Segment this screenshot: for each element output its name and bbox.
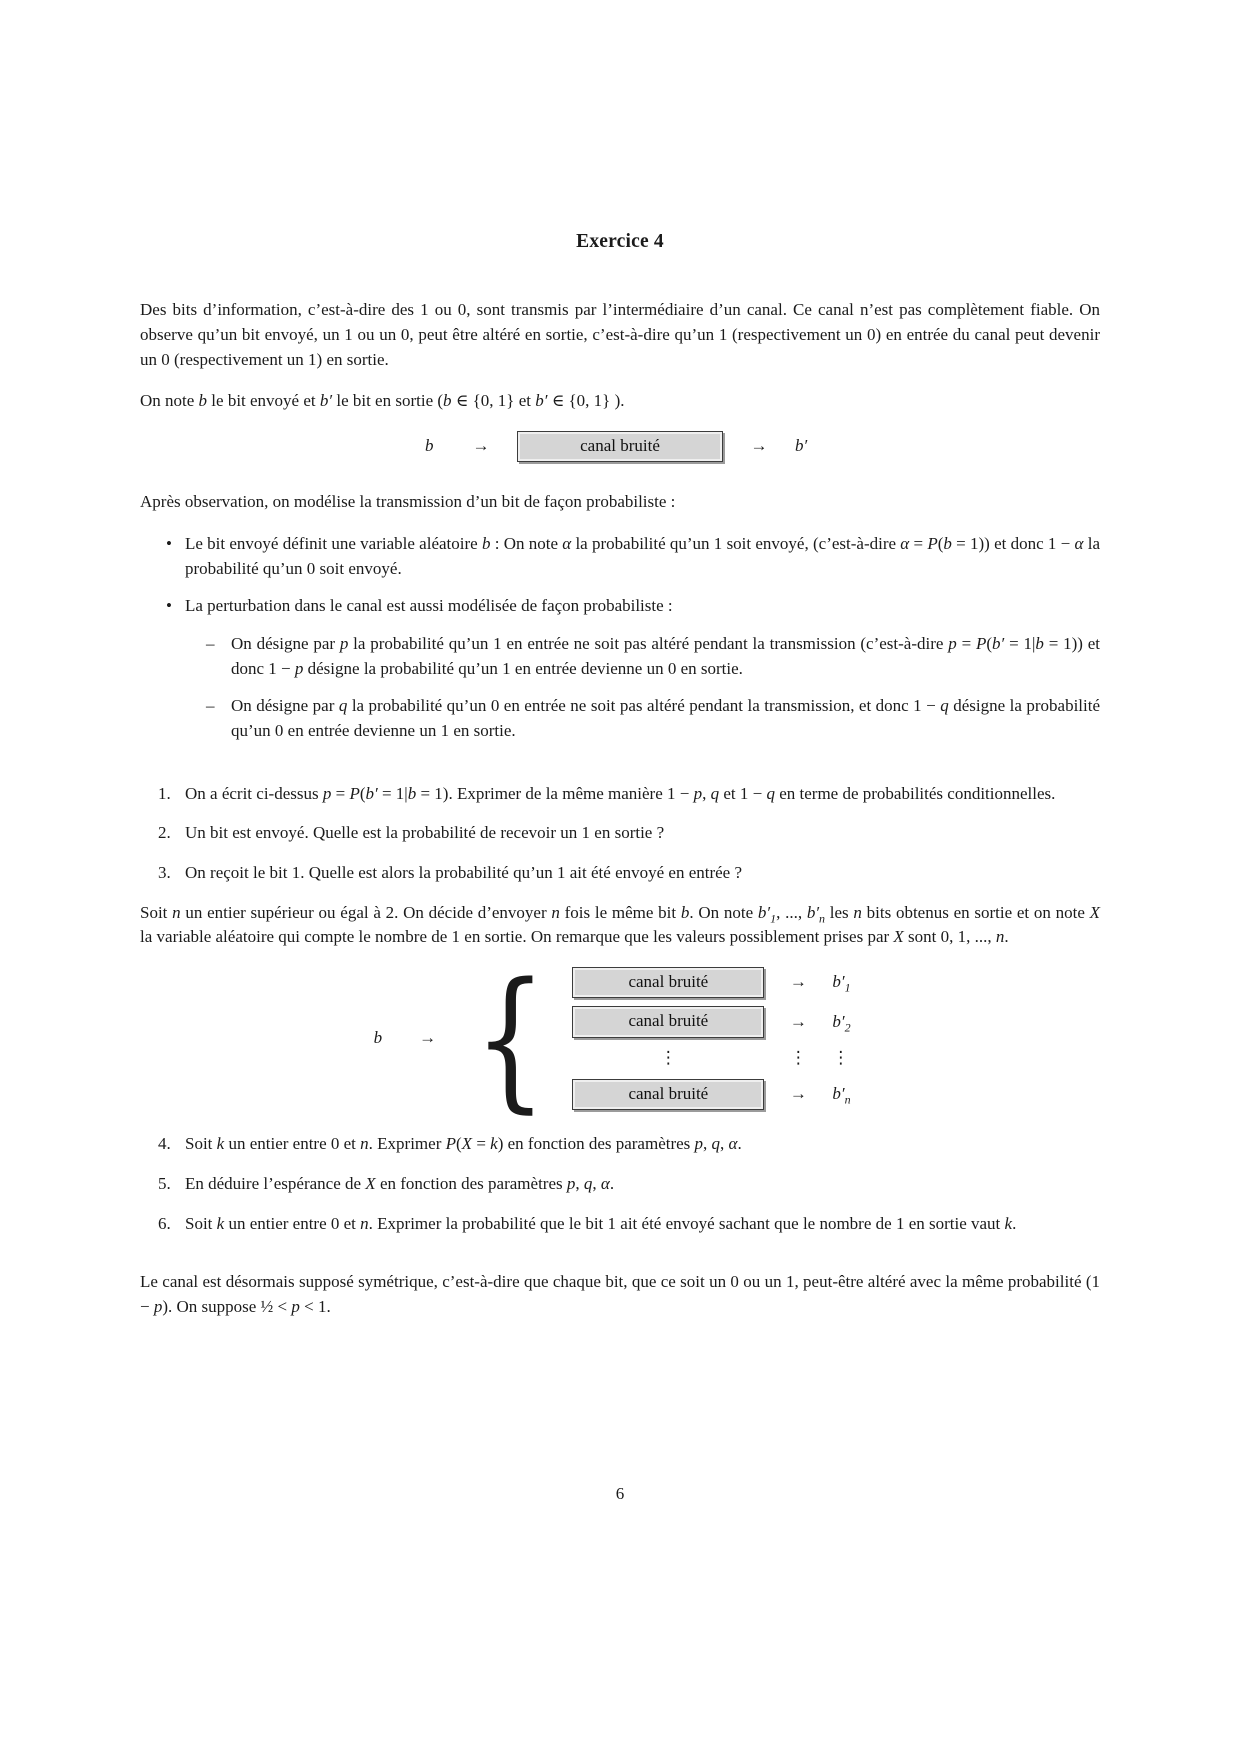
vdots-icon: ⋮ xyxy=(789,1048,807,1068)
dash-icon: – xyxy=(206,634,215,654)
dash-item-2-text: On désigne par q la probabilité qu’un 0 en entrée ne soit pas altéré pendant la transmission, et donc 1 − q désigne la probabilité qu’un 0 en entrée devienne un 1 en sortie. xyxy=(231,696,1101,740)
single-channel-diagram xyxy=(140,431,1100,463)
question-2 xyxy=(158,821,1100,846)
diagram1-output-bit: b′ xyxy=(795,436,808,456)
question-2-text: Un bit est envoyé. Quelle est la probabilité de recevoir un 1 en sortie ? xyxy=(185,823,665,843)
middle-paragraph: Soit n un entier supérieur ou égal à 2. On décide d’envoyer n fois le même bit b. On note $b'_1$, ..., $b'_n$ les n bits obtenus en sortie et on note X la variable aléatoire qui compte le nombre de 1 en sortie. On remarque que les valeurs possiblement prises par X sont 0, 1, ..., n. xyxy=(140,902,1101,947)
intro-paragraph-1: Des bits d’information, c’est-à-dire des 1 ou 0, sont transmis par l’intermédiaire d’un canal. Ce canal n’est pas complètement fiable. On observe qu’un bit envoyé, un 1 ou un 0, peut être altéré en sortie, c’est-à-dire qu’un 1 (respectivement un 0) en entrée du canal peut devenir un 0 (respectivement un 1) en sortie. xyxy=(140,300,1100,369)
channel-row-1 xyxy=(572,967,866,999)
model-dash-sublist xyxy=(166,632,1100,744)
diagram2-lead xyxy=(374,1026,440,1051)
bullet-icon: • xyxy=(166,534,172,554)
right-arrow-icon: → xyxy=(472,436,490,456)
question-6-text: Soit k un entier entre 0 et n. Exprimer la probabilité que le bit 1 ait été envoyé sachant que le nombre de 1 en sortie vaut k. xyxy=(185,1213,1017,1233)
dash-icon: – xyxy=(206,696,215,716)
question-3 xyxy=(158,861,1100,886)
output-bit-label: $b'_n$ xyxy=(832,1084,851,1107)
question-number: 4. xyxy=(158,1134,171,1154)
diagram2-input-bit: b xyxy=(373,1028,383,1048)
right-arrow-icon: → xyxy=(750,436,768,456)
right-arrow-icon: → xyxy=(419,1028,437,1048)
question-list-1-3 xyxy=(140,782,1100,886)
dash-item-2 xyxy=(206,694,1100,743)
bullet-item-2-text: La perturbation dans le canal est aussi modélisée de façon probabiliste : xyxy=(185,596,673,616)
question-number: 3. xyxy=(158,862,171,882)
left-brace-icon: { xyxy=(473,949,547,1127)
question-number: 6. xyxy=(158,1213,171,1233)
question-list-4-6 xyxy=(140,1132,1100,1236)
model-bullet-list xyxy=(140,532,1100,743)
intro-paragraph-2: On note b le bit envoyé et b′ le bit en sortie (b ∈ {0, 1} et b′ ∈ {0, 1} ). xyxy=(140,391,625,411)
question-1-text: On a écrit ci-dessus p = P(b′ = 1|b = 1). Exprimer de la même manière 1 − p, q et 1 − q en terme de probabilités conditionnelles. xyxy=(185,783,1056,803)
question-number: 1. xyxy=(158,783,171,803)
channel-row-n xyxy=(572,1079,866,1111)
question-4-text: Soit k un entier entre 0 et n. Exprimer P(X = k) en fonction des paramètres p, q, α. xyxy=(185,1134,742,1154)
right-arrow-icon: → xyxy=(789,1011,807,1031)
question-5 xyxy=(158,1172,1100,1197)
question-number: 5. xyxy=(158,1174,171,1193)
right-arrow-icon: → xyxy=(789,1084,807,1104)
bullet-item-2 xyxy=(166,594,1100,619)
right-arrow-icon: → xyxy=(789,972,807,992)
question-4 xyxy=(158,1132,1100,1157)
vdots-icon: ⋮ xyxy=(659,1048,677,1068)
question-6 xyxy=(158,1212,1100,1237)
model-lead: Après observation, on modélise la transmission d’un bit de façon probabiliste : xyxy=(140,492,676,512)
vdots-row xyxy=(572,1046,866,1071)
question-1 xyxy=(158,782,1100,807)
channel-box: canal bruité xyxy=(572,1006,764,1038)
multi-channel-diagram xyxy=(140,949,1100,1127)
channel-box: canal bruité xyxy=(572,1079,764,1111)
question-5-text: En déduire l’espérance de X en fonction des paramètres p, q, α. xyxy=(185,1174,615,1193)
question-3-text: On reçoit le bit 1. Quelle est alors la probabilité qu’un 1 ait été envoyé en entrée ? xyxy=(185,862,743,882)
diagram2-rows xyxy=(572,967,866,1111)
bullet-item-1-text: Le bit envoyé définit une variable aléatoire b : On note α la probabilité qu’un 1 soit envoyé, (c’est-à-dire α = P(b = 1)) et donc 1 − α la probabilité qu’un 0 soit envoyé. xyxy=(185,534,1100,578)
channel-box: canal bruité xyxy=(572,967,764,999)
output-bit-label: $b'_1$ xyxy=(832,972,851,995)
output-bit-label: $b'_2$ xyxy=(832,1011,851,1035)
closing-paragraph: Le canal est désormais supposé symétrique, c’est-à-dire que chaque bit, que ce soit un 0 ou un 1, peut-être altéré avec la même probabilité (1 − p). On suppose ½ < p < 1. xyxy=(140,1272,1100,1316)
bullet-item-1 xyxy=(166,532,1100,581)
dash-item-1 xyxy=(206,632,1100,681)
question-number: 2. xyxy=(158,823,171,843)
bullet-icon: • xyxy=(166,596,172,616)
vdots-icon: ⋮ xyxy=(832,1048,850,1068)
channel-row-2 xyxy=(572,1006,866,1038)
channel-box: canal bruité xyxy=(517,431,723,463)
page-title: Exercice 4 xyxy=(576,231,664,252)
page-number: 6 xyxy=(615,1484,625,1503)
dash-item-1-text: On désigne par p la probabilité qu’un 1 en entrée ne soit pas altéré pendant la transmission (c’est-à-dire p = P(b′ = 1|b = 1)) et donc 1 − p désigne la probabilité qu’un 1 en entrée devienne un 0 en sortie. xyxy=(231,634,1101,678)
diagram1-input-bit: b xyxy=(425,436,434,456)
